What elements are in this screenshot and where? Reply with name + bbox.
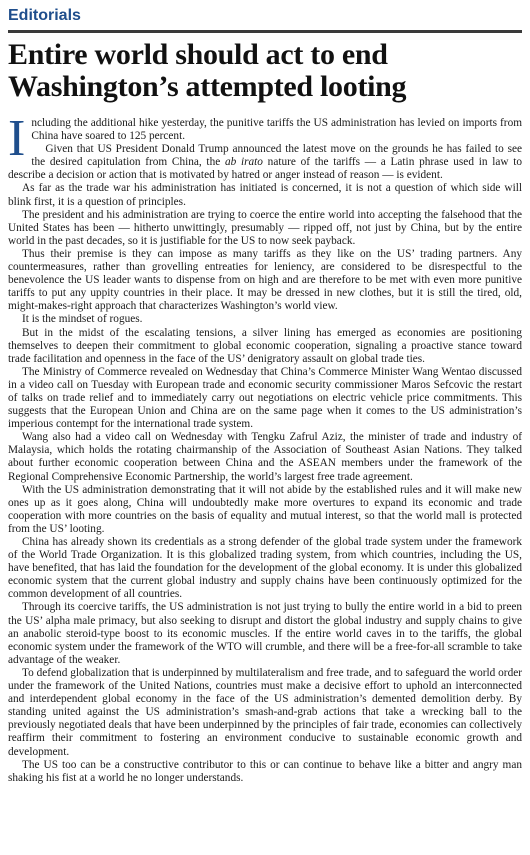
- paragraph-2: [8, 143, 522, 182]
- paragraph-2-text-a: Given that US President Donald Trump announced the latest move on the grounds he has failed to see the desired capitulation from China, the: [31, 143, 522, 169]
- paragraph-14: The US too can be a constructive contributor to this or can continue to behave like a bitter and angry man shaking his fist at a world he no longer understands.: [8, 758, 522, 784]
- latin-phrase: ab irato: [224, 156, 263, 169]
- section-label: Editorials: [8, 7, 81, 24]
- headline-line-1: Entire world should act to end: [8, 38, 388, 71]
- headline: [8, 39, 522, 103]
- headline-line-2: Washington’s attempted looting: [8, 70, 407, 103]
- paragraph-11: China has already shown its credentials as a strong defender of the global trade system under the framework of the World Trade Organization. It is this globalized trading system, from which countries, including the US, have benefited, that has laid the foundation for the development of the global economy. It is under this globalized economic system that the current global industry and supply chains have been continuously optimized for the common development of all countries.: [8, 536, 522, 601]
- section-rule: [8, 30, 522, 33]
- paragraph-13: To defend globalization that is underpinned by multilateralism and free trade, and to safeguard the world order under the framework of the United Nations, countries must make a decisive effort to uphold an interconnected and interdependent global economy in the face of the US administration’s demented demolition derby. By standing united against the US administration’s smash-and-grab actions that take a wrecking ball to the previously negotiated deals that have been underpinned by the principles of fair trade, economies can collectively reaffirm their commitment to fostering an environment conducive to sustainable economic growth and development.: [8, 666, 522, 758]
- paragraph-12: Through its coercive tariffs, the US administration is not just trying to bully the entire world in a bid to preen the US’ alpha male primacy, but also seeking to disrupt and distort the global industry and supply chains to give an anabolic steroid-type boost to its economic muscles. If the entire world caves in to the tariffs, the global economic system under the framework of the WTO will crumble, and there will be a free-for-all scramble to take advantage of the weaker.: [8, 601, 522, 666]
- paragraph-2-text-b: nature of the tariffs — a Latin phrase used in law to describe a decision or action that is motivated by hatred or anger instead of reason — is evident.: [8, 156, 523, 182]
- paragraph-10: With the US administration demonstrating that it will not abide by the established rules and it will make new ones up as it goes along, China will undoubtedly make more overtures to expand its economic and trade cooperation with more countries on the basis of equality and mutual interest, so that the world mall is protected from the US’ looting.: [8, 483, 522, 535]
- paragraph-3: As far as the trade war his administration has initiated is concerned, it is not a question of which side will blink first, it is a question of principles.: [8, 182, 522, 208]
- paragraph-8: The Ministry of Commerce revealed on Wednesday that China’s Commerce Minister Wang Wentao discussed in a video call on Tuesday with European trade and economic security commissioner Maros Sefcovic the restart of talks on trade relief and to immediately carry out negotiations on electric vehicle price commitments. This suggests that the European Union and China are on the same page when it comes to the US administration’s imperious contempt for the international trade system.: [8, 365, 522, 431]
- paragraph-6: It is the mindset of rogues.: [22, 313, 143, 326]
- article-body: [8, 110, 523, 785]
- paragraph-5: Thus their premise is they can impose as many tariffs as they like on the US’ trading partners. Any countermeasures, rather than grovelling entreaties for leniency, are considered to be disrespectful to the benevolence the US leader wants to dispense from on high and are therefore to be met with even more punitive tariffs to put any uppity countries in their place. It may be dressed in new clothes, but it is still the tired, old, might-makes-right approach that characterizes Washington’s world view.: [8, 247, 522, 313]
- paragraph-7: But in the midst of the escalating tensions, a silver lining has emerged as economies are positioning themselves to deepen their commitment to global economic cooperation, signaling a proactive stance toward trade facilitation and openness in the face of the US’ denigratory assault on global trade ties.: [8, 326, 522, 365]
- paragraph-4: The president and his administration are trying to coerce the entire world into accepting the falsehood that the United States has been — hitherto unwittingly, presumably — ripped off, not just by China, but by the entire world in the past decades, so it is justifiable for the US to now seek payback.: [8, 208, 522, 247]
- drop-cap: I: [8, 110, 26, 167]
- paragraph-1-text: ncluding the additional hike yesterday, the punitive tariffs the US administration has levied on imports from China have soared to 125 percent.: [31, 117, 522, 143]
- paragraph-9: Wang also had a video call on Wednesday with Tengku Zafrul Aziz, the minister of trade and industry of Malaysia, which holds the rotating chairmanship of the Association of Southeast Asian Nations. They talked about further economic cooperation between China and the ASEAN members under the framework of the Regional Comprehensive Economic Partnership, the world’s largest free trade agreement.: [8, 431, 522, 483]
